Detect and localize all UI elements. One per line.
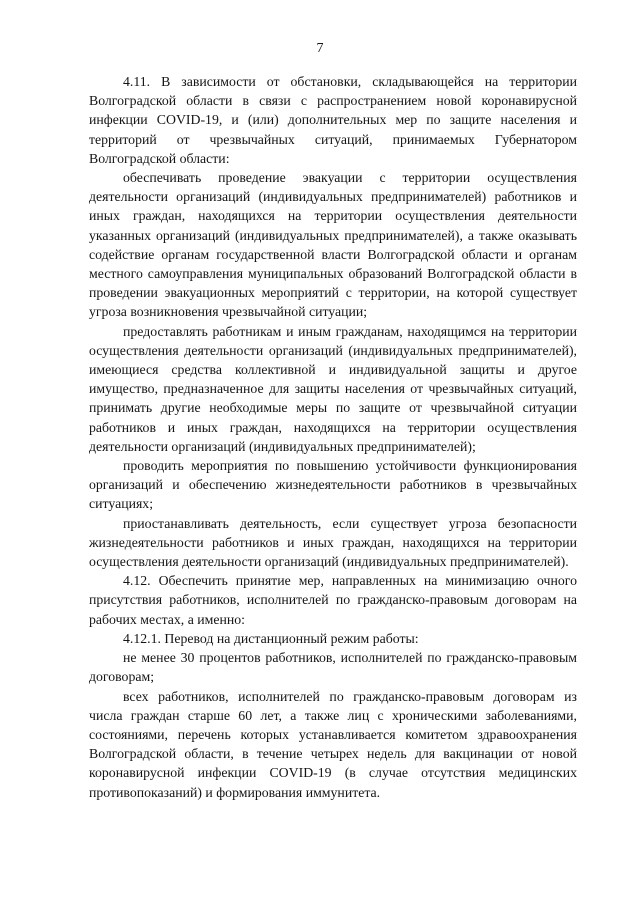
document-body <box>89 72 577 802</box>
clause-remote-over-60: всех работников, исполнителей по гражданско-правовым договорам из числа граждан старше 60 лет, а также лиц с хроническими заболеваниями, состояниями, перечень которых устанавливается комитетом здравоохранения Волгоградской области, в течение четырех недель для вакцинации от новой коронавирусной инфекции COVID-19 (в случае отсутствия медицинских противопоказаний) и формирования иммунитета. <box>89 688 577 800</box>
clause-suspend-activity: приостанавливать деятельность, если существует угроза безопасности жизнедеятельности работников и иных граждан, находящихся на территории осуществления деятельности организаций (индивидуальных предпринимателей). <box>89 515 577 570</box>
clause-stability-measures: проводить мероприятия по повышению устойчивости функционирования организаций и обеспечению жизнедеятельности работников в чрезвычайных ситуациях; <box>89 458 577 512</box>
page-number: 7 <box>316 41 324 56</box>
paragraph-4-12-1: 4.12.1. Перевод на дистанционный режим работы: <box>123 630 419 646</box>
clause-remote-30-percent: не менее 30 процентов работников, исполнителей по гражданско-правовым договорам; <box>89 650 577 685</box>
clause-protective-equipment: предоставлять работникам и иным гражданам, находящимся на территории осуществления деятельности организаций (индивидуальных предпринимателей), имеющиеся средства коллективной и индивидуальной защиты и другое имущество, предназначенное для защиты населения от чрезвычайных ситуаций, принимать другие необходимые меры по защите от чрезвычайной ситуации работников и иных граждан, находящихся на территории осуществления деятельности организаций (индивидуальных предпринимателей); <box>89 323 577 454</box>
paragraph-4-12: 4.12. Обеспечить принятие мер, направленных на минимизацию очного присутствия работников, исполнителей по гражданско-правовым договорам на рабочих местах, а именно: <box>89 573 577 627</box>
paragraph-4-11: 4.11. В зависимости от обстановки, складывающейся на территории Волгоградской области в связи с распространением новой коронавирусной инфекции COVID-19, и (или) дополнительных мер по защите населения и территорий от чрезвычайных ситуаций, принимаемых Губернатором Волгоградской области: <box>89 74 577 166</box>
clause-evacuation: обеспечивать проведение эвакуации с территории осуществления деятельности организаций (индивидуальных предпринимателей) работников и иных граждан, находящихся на территории осуществления деятельности указанных организаций (индивидуальных предпринимателей), а также оказывать содействие органам государственной власти Волгоградской области и органам местного самоуправления муниципальных образований Волгоградской области в проведении эвакуационных мероприятий с территории, на которой существует угроза возникновения чрезвычайной ситуации; <box>89 170 577 320</box>
